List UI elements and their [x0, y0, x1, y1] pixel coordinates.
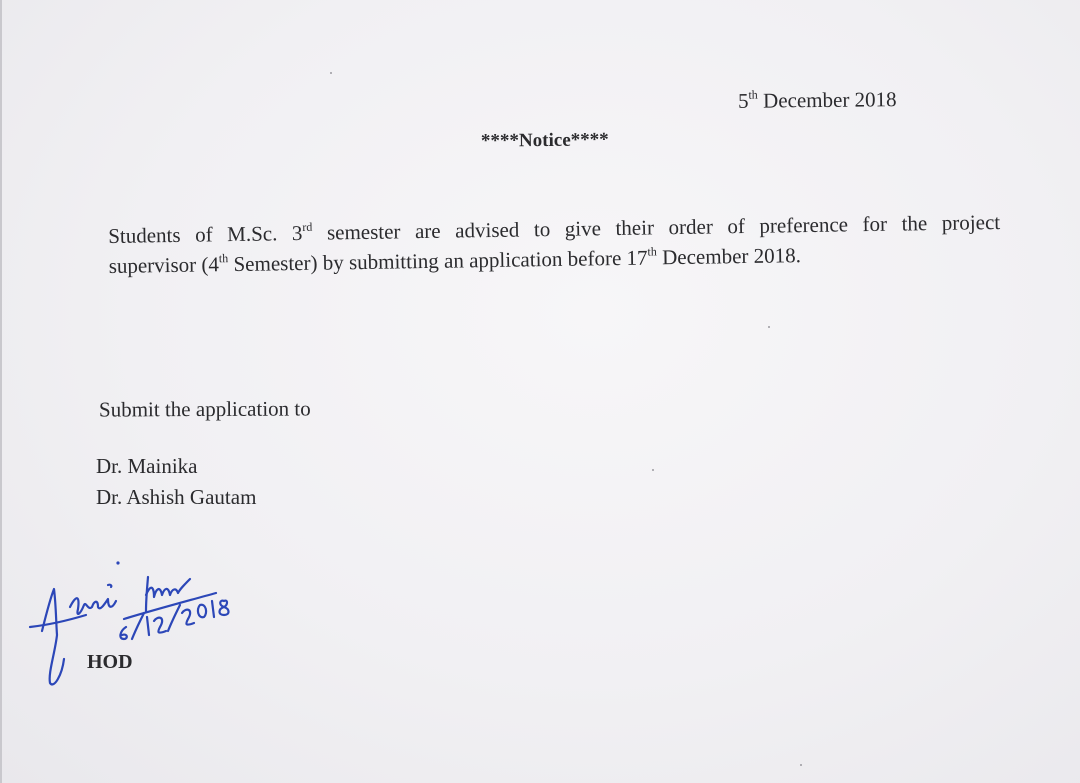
body-line-1-text-a: Students of M.Sc. 3: [108, 220, 303, 248]
recipient-list: [96, 451, 256, 513]
body-line-1-text-b: semester are advised to give their order of preference for the project: [312, 209, 1001, 245]
recipient-item: Dr. Mainika: [96, 454, 198, 478]
body-line-2-text-c: December 2018.: [656, 243, 802, 270]
date-day-suffix: th: [748, 87, 758, 102]
paper-edge: [0, 0, 2, 783]
body-line-2-text-b: Semester) by submitting an application before 17: [228, 245, 648, 277]
signatory-title: HOD: [87, 651, 133, 673]
date-day: 5: [737, 88, 749, 113]
body-line-2-text-a: supervisor (4: [108, 252, 220, 278]
body-line-2-sup-b: th: [647, 244, 657, 259]
handwritten-signature: [20, 555, 280, 695]
body-line-1-sup: rd: [302, 219, 313, 234]
notice-date: [738, 89, 897, 112]
paper-speck: [652, 469, 654, 471]
date-month-year: December 2018: [757, 87, 897, 113]
body-line-2-sup-a: th: [218, 251, 229, 266]
notice-title: ****Notice****: [480, 129, 609, 152]
recipient-item: Dr. Ashish Gautam: [96, 485, 257, 509]
paper-speck: [800, 764, 802, 766]
submit-label: Submit the application to: [98, 396, 311, 422]
paper-speck: [330, 72, 332, 74]
paper-speck: [768, 326, 770, 328]
